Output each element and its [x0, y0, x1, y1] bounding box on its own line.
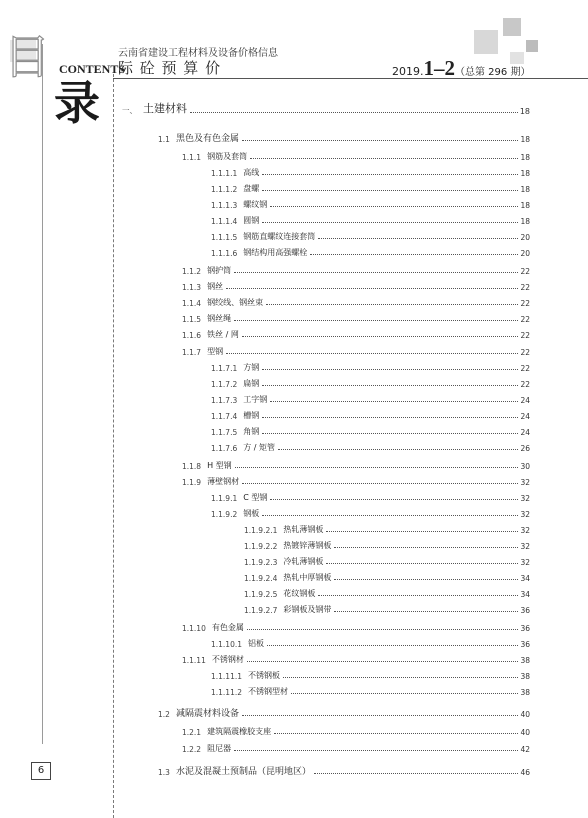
toc-entry-page: 40 — [520, 710, 530, 719]
dot-leader — [278, 449, 518, 450]
dot-leader — [226, 353, 518, 354]
toc-entry-number: 1.2.2 — [182, 745, 202, 754]
dot-leader — [326, 531, 518, 532]
toc-entry — [244, 585, 530, 599]
section-title: 际 砼 预 算 价 — [118, 59, 222, 77]
issue-info — [392, 56, 530, 81]
toc-entry-page: 18 — [520, 153, 530, 162]
toc-entry-label: 水泥及混凝土预制品（昆明地区） — [175, 767, 311, 777]
toc-entry-page: 38 — [520, 688, 530, 697]
toc-entry — [211, 180, 530, 194]
dot-leader — [267, 645, 518, 646]
toc-entry-number: 1.1.11 — [182, 656, 206, 665]
toc-entry — [182, 457, 530, 471]
toc-entry — [244, 601, 530, 615]
toc-entry-number: 1.1.1.2 — [211, 185, 238, 194]
toc-entry — [211, 196, 530, 210]
toc-entry — [211, 683, 530, 697]
toc-entry-number: 1.1.11.1 — [211, 672, 243, 681]
toc-entry — [211, 391, 530, 405]
toc-entry-number: 1.1.7.3 — [211, 396, 238, 405]
dot-leader — [234, 272, 518, 273]
dot-leader — [266, 304, 518, 305]
toc-entry-label: 热轧薄钢板 — [283, 525, 324, 534]
toc-entry-label: 阻尼器 — [207, 744, 232, 753]
toc-entry — [158, 130, 530, 144]
toc-entry-label: 不锈钢型材 — [248, 687, 289, 696]
toc-entry-number: 1.2 — [158, 710, 170, 719]
toc-entry-page: 22 — [520, 267, 530, 276]
toc-entry — [211, 244, 530, 258]
toc-entry-page: 24 — [520, 428, 530, 437]
toc-entry-page: 22 — [520, 380, 530, 389]
toc-entry-number: 1.1.5 — [182, 315, 202, 324]
toc-entry-number: 1.1.1.3 — [211, 201, 238, 210]
toc-entry-number: 1.1.9.2 — [211, 510, 238, 519]
toc-entry-number: 1.1.9.2.7 — [244, 606, 278, 615]
toc-entry — [211, 505, 530, 519]
toc-entry-page: 18 — [520, 201, 530, 210]
toc-entry-number: 1.3 — [158, 768, 170, 777]
toc-entry-label: 花纹钢板 — [283, 589, 316, 598]
dot-leader — [334, 579, 518, 580]
toc-entry-label: 钢结构用高强螺栓 — [243, 248, 308, 257]
toc-entry-number: 1.1.10 — [182, 624, 206, 633]
toc-entry — [211, 635, 530, 649]
dot-leader — [270, 499, 518, 500]
toc-entry — [182, 278, 530, 292]
toc-entry-page: 24 — [520, 396, 530, 405]
toc-entry-page: 24 — [520, 412, 530, 421]
toc-entry-number: 1.1.9.2.4 — [244, 574, 278, 583]
toc-entry-label: 圆钢 — [243, 216, 260, 225]
page-number: 6 — [31, 762, 51, 780]
mu-character: 目 — [4, 30, 50, 84]
toc-entry-page: 32 — [520, 478, 530, 487]
toc-entry-label: 彩钢板及钢带 — [283, 605, 332, 614]
toc-entry-page: 38 — [520, 672, 530, 681]
toc-entry-page: 26 — [520, 444, 530, 453]
decor-square — [526, 40, 538, 52]
toc-entry-number: 1.2.1 — [182, 728, 202, 737]
toc-entry — [211, 228, 530, 242]
toc-entry — [211, 212, 530, 226]
toc-entry-page: 32 — [520, 542, 530, 551]
dot-leader — [291, 693, 518, 694]
toc-entry-label: 土建材料 — [143, 102, 187, 115]
toc-entry-label: 钢丝 — [207, 282, 224, 291]
toc-entry-page: 22 — [520, 331, 530, 340]
toc-entry-number: 1.1.6 — [182, 331, 202, 340]
toc-entry — [211, 667, 530, 681]
toc-entry-number: 1.1.2 — [182, 267, 202, 276]
toc-entry-number: 1.1.1.1 — [211, 169, 238, 178]
toc-entry-label: 有色金属 — [211, 623, 244, 632]
dot-leader — [247, 661, 519, 662]
dot-leader — [318, 238, 518, 239]
toc-entry-number: 1.1.9 — [182, 478, 202, 487]
dot-leader — [314, 773, 519, 774]
dot-leader — [262, 222, 518, 223]
dot-leader — [242, 715, 519, 716]
dot-leader — [242, 336, 519, 337]
toc-entry-page: 18 — [520, 185, 530, 194]
toc-entry-label: 不锈钢材 — [211, 655, 244, 664]
toc-entry-label: 方钢 — [243, 363, 260, 372]
toc-entry — [211, 407, 530, 421]
toc-entry-page: 36 — [520, 606, 530, 615]
toc-entry-number: 1.1.1.5 — [211, 233, 238, 242]
toc-entry-number: 1.1.1.4 — [211, 217, 238, 226]
toc-entry-number: 1.1.7 — [182, 348, 202, 357]
toc-entry — [182, 651, 530, 665]
toc-entry — [182, 148, 530, 162]
toc-entry-number: 一、 — [122, 106, 137, 115]
toc-entry-label: 角钢 — [243, 427, 260, 436]
toc-entry-label: 钢绞线、钢丝束 — [207, 298, 264, 307]
toc-entry — [158, 705, 530, 719]
toc-entry-page: 42 — [520, 745, 530, 754]
toc-entry-page: 20 — [520, 233, 530, 242]
toc-entry-number: 1.1.7.1 — [211, 364, 238, 373]
toc-entry-label: 热镀锌薄钢板 — [283, 541, 332, 550]
toc-entry-label: 钢筋及套筒 — [207, 152, 248, 161]
toc-entry-page: 30 — [520, 462, 530, 471]
issue-number: 1–2 — [423, 56, 455, 80]
toc-entry-page: 32 — [520, 494, 530, 503]
toc-entry-label: 热轧中厚钢板 — [283, 573, 332, 582]
toc-entry-label: H 型钢 — [207, 461, 232, 470]
toc-entry — [158, 763, 530, 777]
toc-entry-label: 钢筋直螺纹连接套筒 — [243, 232, 316, 241]
dot-leader — [262, 385, 518, 386]
toc-entry — [122, 102, 530, 116]
issue-year: 2019. — [392, 65, 424, 78]
toc-entry — [182, 262, 530, 276]
toc-entry-label: 钢丝绳 — [207, 314, 232, 323]
toc-entry-number: 1.1.9.2.1 — [244, 526, 278, 535]
toc-entry-page: 32 — [520, 510, 530, 519]
toc-entry-number: 1.1.7.5 — [211, 428, 238, 437]
dot-leader — [262, 174, 518, 175]
toc-entry-label: 建筑隔震橡胶支座 — [207, 727, 272, 736]
toc-entry — [182, 343, 530, 357]
toc-entry-page: 18 — [520, 169, 530, 178]
contents-label: CONTENTS — [59, 62, 126, 76]
toc-entry-page: 18 — [520, 217, 530, 226]
toc-entry-page: 22 — [520, 364, 530, 373]
toc-entry-number: 1.1.11.2 — [211, 688, 243, 697]
toc-entry — [182, 310, 530, 324]
toc-entry-page: 18 — [519, 107, 530, 116]
toc-entry-label: 不锈钢板 — [248, 671, 281, 680]
toc-entry-number: 1.1.9.2.5 — [244, 590, 278, 599]
toc-entry — [211, 489, 530, 503]
toc-entry-page: 22 — [520, 283, 530, 292]
toc-entry-label: 盘螺 — [243, 184, 260, 193]
issue-total: （总第 296 期） — [455, 67, 531, 78]
toc-entry-label: 高线 — [243, 168, 260, 177]
toc-entry — [211, 375, 530, 389]
toc-entry-number: 1.1.1.6 — [211, 249, 238, 258]
toc-entry-page: 22 — [520, 299, 530, 308]
toc-entry-label: 扁钢 — [243, 379, 260, 388]
toc-entry-label: 钢板 — [243, 509, 260, 518]
toc-entry-label: 方 / 矩管 — [243, 443, 276, 452]
decor-square — [474, 30, 498, 54]
toc-entry-page: 46 — [520, 768, 530, 777]
dot-leader — [250, 158, 518, 159]
toc-entry-number: 1.1.10.1 — [211, 640, 243, 649]
toc-entry — [182, 723, 530, 737]
toc-entry — [182, 619, 530, 633]
toc-entry-label: 冷轧薄钢板 — [283, 557, 324, 566]
toc-entry — [211, 439, 530, 453]
toc-entry-page: 36 — [520, 640, 530, 649]
toc-entry-label: 薄壁钢材 — [207, 477, 240, 486]
dot-leader — [326, 563, 518, 564]
toc-entry-number: 1.1.3 — [182, 283, 202, 292]
toc-entry-number: 1.1.9.1 — [211, 494, 238, 503]
dot-leader — [270, 401, 518, 402]
toc-entry — [244, 553, 530, 567]
dot-leader — [262, 433, 518, 434]
toc-entry-page: 22 — [520, 348, 530, 357]
toc-entry — [244, 537, 530, 551]
toc-entry-number: 1.1.9.2.2 — [244, 542, 278, 551]
toc-entry-page: 34 — [520, 590, 530, 599]
toc-entry-page: 34 — [520, 574, 530, 583]
margin-rule — [42, 44, 43, 744]
toc-entry-page: 32 — [520, 558, 530, 567]
toc-entry-label: 铝板 — [248, 639, 265, 648]
toc-entry-label: 黑色及有色金属 — [175, 134, 239, 144]
toc-entry-label: 型钢 — [207, 347, 224, 356]
lu-character: 录 — [54, 76, 100, 130]
toc-entry-label: 螺纹钢 — [243, 200, 268, 209]
toc-entry-label: C 型钢 — [243, 493, 268, 502]
dot-leader — [334, 611, 518, 612]
dot-leader — [283, 677, 518, 678]
toc-entry-number: 1.1 — [158, 135, 170, 144]
dot-leader — [234, 320, 518, 321]
dot-leader — [262, 369, 518, 370]
margin-dashed-rule — [113, 74, 114, 818]
toc-entry-page: 36 — [520, 624, 530, 633]
decor-square — [503, 18, 521, 36]
dot-leader — [270, 206, 518, 207]
toc-entry-page: 22 — [520, 315, 530, 324]
toc-entry-page: 20 — [520, 249, 530, 258]
dot-leader — [235, 467, 519, 468]
dot-leader — [247, 629, 519, 630]
toc-entry-page: 38 — [520, 656, 530, 665]
toc-entry — [244, 521, 530, 535]
publication-name: 云南省建设工程材料及设备价格信息 — [118, 48, 278, 59]
toc-entry — [182, 294, 530, 308]
dot-leader — [242, 483, 518, 484]
toc-entry-number: 1.1.8 — [182, 462, 202, 471]
dot-leader — [262, 190, 518, 191]
toc-entry-page: 18 — [520, 135, 530, 144]
toc-entry-number: 1.1.7.4 — [211, 412, 238, 421]
dot-leader — [274, 733, 518, 734]
dot-leader — [226, 288, 518, 289]
dot-leader — [262, 515, 518, 516]
toc-entry-number: 1.1.1 — [182, 153, 202, 162]
toc-entry — [211, 423, 530, 437]
toc-entry — [211, 164, 530, 178]
toc-entry-page: 32 — [520, 526, 530, 535]
dot-leader — [190, 112, 518, 113]
toc-entry-label: 钢护筒 — [207, 266, 232, 275]
toc-entry-label: 槽钢 — [243, 411, 260, 420]
toc-entry-number: 1.1.4 — [182, 299, 202, 308]
dot-leader — [334, 547, 518, 548]
toc-entry — [244, 569, 530, 583]
toc-entry-number: 1.1.9.2.3 — [244, 558, 278, 567]
dot-leader — [242, 140, 519, 141]
dot-leader — [318, 595, 518, 596]
dot-leader — [262, 417, 518, 418]
dot-leader — [310, 254, 518, 255]
toc-entry — [182, 473, 530, 487]
toc-entry — [211, 359, 530, 373]
dot-leader — [234, 750, 518, 751]
toc-entry — [182, 326, 530, 340]
toc-entry-label: 工字钢 — [243, 395, 268, 404]
toc-entry-number: 1.1.7.6 — [211, 444, 238, 453]
toc-entry-label: 减隔震材料设备 — [175, 709, 239, 719]
toc-entry-label: 铁丝 / 网 — [207, 330, 239, 339]
toc-entry-number: 1.1.7.2 — [211, 380, 238, 389]
toc-entry — [182, 740, 530, 754]
toc-entry-page: 40 — [520, 728, 530, 737]
